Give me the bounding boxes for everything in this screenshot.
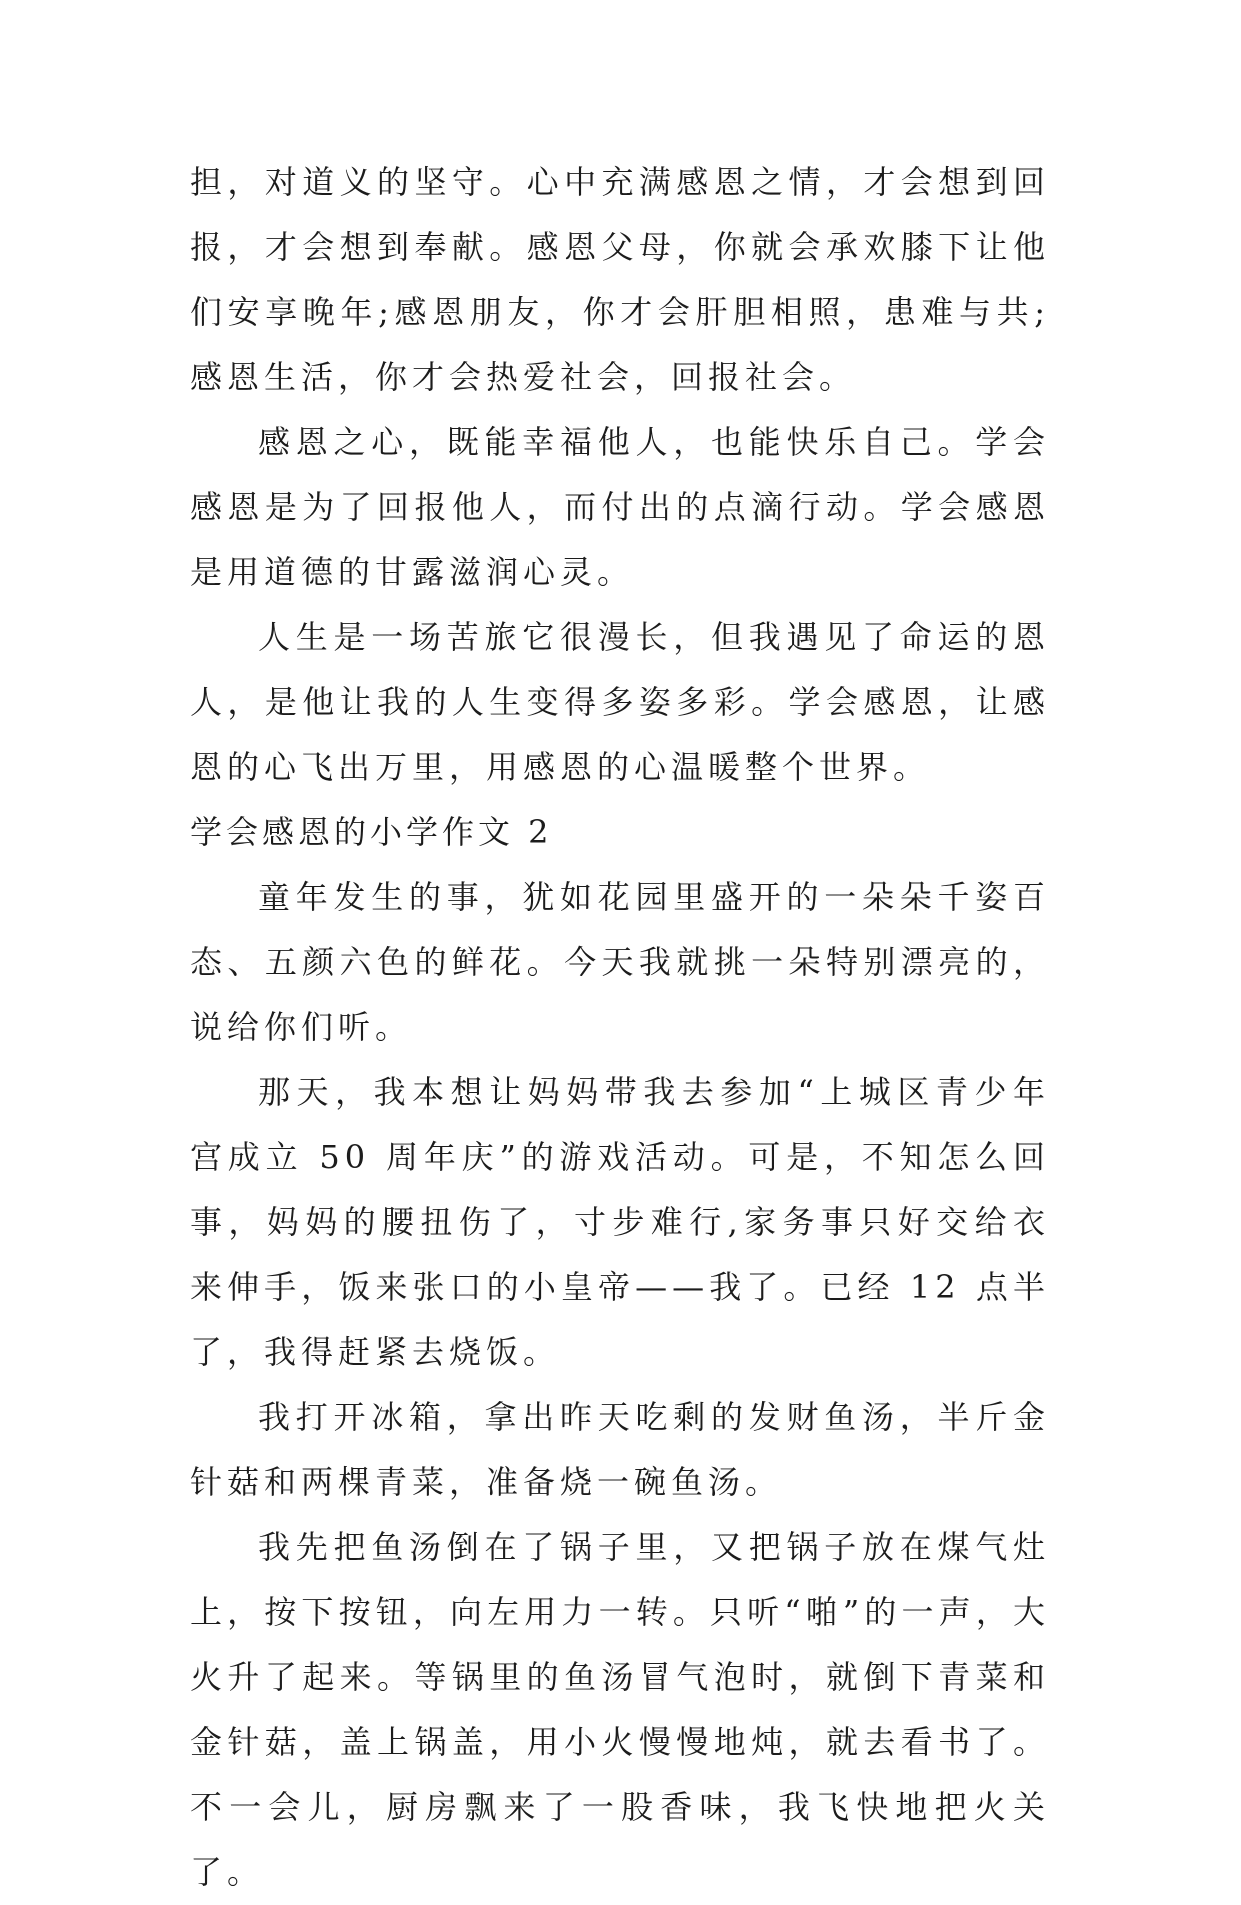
paragraph: 我打开冰箱，拿出昨天吃剩的发财鱼汤，半斤金针菇和两棵青菜，准备烧一碗鱼汤。 — [190, 1398, 1050, 1501]
paragraph: 感恩之心，既能幸福他人，也能快乐自己。学会感恩是为了回报他人，而付出的点滴行动。学会感恩是用道德的甘露滋润心灵。 — [190, 423, 1050, 591]
paragraph: 担，对道义的坚守。心中充满感恩之情，才会想到回报，才会想到奉献。感恩父母，你就会承欢膝下让他们安享晚年;感恩朋友，你才会肝胆相照，患难与共;感恩生活，你才会热爱社会，回报社会。 — [190, 163, 1050, 396]
paragraph: 人生是一场苦旅它很漫长，但我遇见了命运的恩人，是他让我的人生变得多姿多彩。学会感恩，让感恩的心飞出万里，用感恩的心温暖整个世界。 — [190, 618, 1050, 786]
paragraph: 那天，我本想让妈妈带我去参加“上城区青少年宫成立 50 周年庆”的游戏活动。可是，不知怎么回事，妈妈的腰扭伤了，寸步难行,家务事只好交给衣来伸手，饭来张口的小皇帝——我了。已经 12 点半了，我得赶紧去烧饭。 — [190, 1073, 1050, 1371]
paragraph: 我先把鱼汤倒在了锅子里，又把锅子放在煤气灶上，按下按钮，向左用力一转。只听“啪”的一声，大火升了起来。等锅里的鱼汤冒气泡时，就倒下青菜和金针菇，盖上锅盖，用小火慢慢地炖，就去看书了。不一会儿，厨房飘来了一股香味，我飞快地把火关了。 — [190, 1528, 1050, 1891]
paragraph: 童年发生的事，犹如花园里盛开的一朵朵千姿百态、五颜六色的鲜花。今天我就挑一朵特别漂亮的，说给你们听。 — [190, 878, 1050, 1046]
document-body — [190, 150, 1050, 1905]
section-heading: 学会感恩的小学作文 2 — [190, 813, 553, 851]
